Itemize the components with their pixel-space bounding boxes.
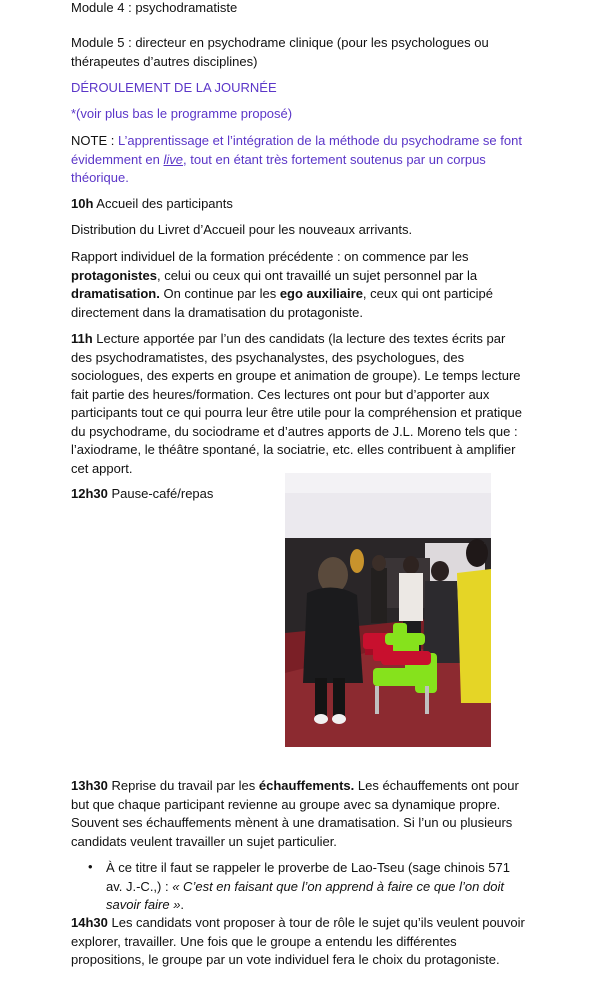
rapport-bold-ego: ego auxiliaire <box>279 286 363 301</box>
note-paragraph <box>71 132 526 188</box>
schedule-13h30 <box>71 777 523 851</box>
rapport-paragraph <box>71 248 523 322</box>
schedule-10h <box>71 195 233 214</box>
proverb-text <box>106 859 526 915</box>
time-13h30: 13h30 <box>71 778 108 793</box>
schedule-14h30 <box>71 914 526 970</box>
module-4-line: Module 4 : psychodramatiste <box>71 0 238 15</box>
rapport-text-1: Rapport individuel de la formation précédente : on commence par les <box>71 249 469 264</box>
distribution-line: Distribution du Livret d’Accueil pour les nouveaux arrivants. <box>71 222 413 237</box>
time-11h: 11h <box>71 331 93 346</box>
proverb-quote: « C’est en faisant que l’on apprend à faire ce que l’on doit savoir faire » <box>106 878 504 912</box>
text-12h30: Pause-café/repas <box>107 486 214 501</box>
rapport-text-4: , ceux qui ont participé directement dans la dramatisation du protagoniste. <box>71 286 493 320</box>
rapport-bold-protagonistes: protagonistes <box>71 267 157 283</box>
bold-echauffements: échauffements. <box>258 778 355 793</box>
text-14h30: Les candidats vont proposer à tour de rôle le sujet qu’ils veulent pouvoir explorer, travailler. Une fois que le groupe a entendu les différentes propositions, le groupe par un vote individuel fera le choix du protagoniste. <box>71 915 525 967</box>
rapport-text-3: On continue par les <box>159 286 280 301</box>
note-label: NOTE : <box>71 133 118 148</box>
schedule-12h30 <box>71 485 213 504</box>
proverb-bullet-item <box>71 859 526 915</box>
note-text-after: , tout en étant très fortement soutenus par un corpus théorique. <box>71 151 486 185</box>
text-13h30-2: Les échauffements ont pour but que chaque participant revienne au groupe avec sa dynamique propre. Souvent ses échauffements mènent à une dramatisation. Si l’un ou plusieurs candidats veulent travailler un sujet particulier. <box>71 778 519 849</box>
time-12h30: 12h30 <box>71 486 108 501</box>
see-program-note: *(voir plus bas le programme proposé) <box>71 106 293 121</box>
section-title-deroulement: DÉROULEMENT DE LA JOURNÉE <box>71 80 277 95</box>
note-live-word: live <box>163 151 184 167</box>
rapport-text-2: , celui ou ceux qui ont travaillé un sujet personnel par la <box>156 267 478 283</box>
note-text-before: L’apprentissage et l’intégration de la méthode du psychodrame se font évidemment en <box>71 133 522 167</box>
module-5-line: Module 5 : directeur en psychodrame clinique (pour les psychologues ou thérapeutes d’autres disciplines) <box>71 35 489 69</box>
text-13h30-1: Reprise du travail par les <box>107 778 259 793</box>
text-11h: Lecture apportée par l’un des candidats (la lecture des textes écrits par des psychodramatistes, des psychanalystes, des psychologues, des sociologues, des experts en groupe et animation de groupe). Le temps lecture fait partie des heures/formation. Ces lectures ont pour but d’apporter aux participants tout ce qui pourra leur être utile pour la compréhension et pratique du psychodrame, du sociodrame et d’autres apports de J.L. Moreno tels que : l’axiodrame, le théâtre spontané, la sociatrie, etc. elles contribuent à amplifier cet apport. <box>71 331 522 476</box>
workshop-photo <box>285 473 491 747</box>
proverb-end: . <box>180 897 185 912</box>
proverb-intro: À ce titre il faut se rappeler le proverbe de Lao-Tseu (sage chinois 571 av. J.-C.,) : <box>106 860 510 894</box>
bullet-icon: • <box>88 859 93 874</box>
rapport-bold-dramatisation: dramatisation. <box>71 286 160 301</box>
schedule-11h <box>71 330 526 478</box>
time-14h30: 14h30 <box>71 915 108 930</box>
time-10h: 10h <box>71 196 94 211</box>
text-10h: Accueil des participants <box>93 196 233 211</box>
